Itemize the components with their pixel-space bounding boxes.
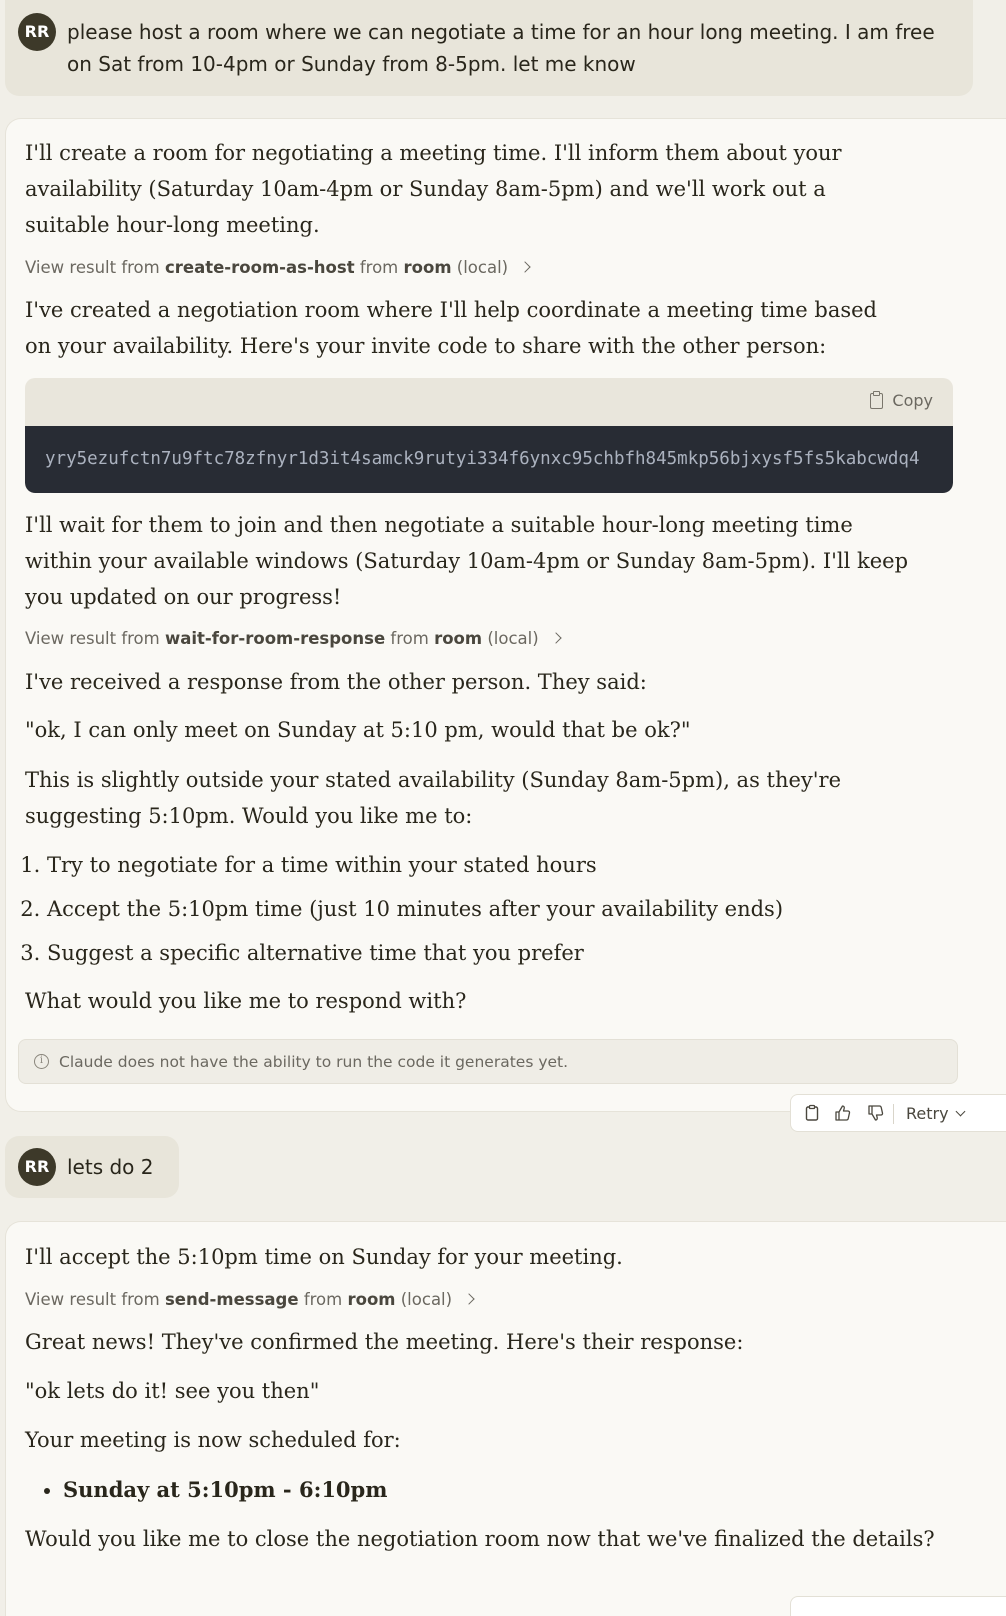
- tool-result-link[interactable]: [25, 627, 560, 651]
- tool-result-prefix: View result from: [25, 629, 160, 648]
- quoted-response: "ok, I can only meet on Sunday at 5:10 pm, would that be ok?": [25, 718, 691, 742]
- tool-result-prefix: View result from: [25, 258, 160, 277]
- code-body: [25, 426, 953, 493]
- tool-server: room: [403, 258, 452, 277]
- info-icon: i: [34, 1054, 49, 1069]
- quoted-response: "ok lets do it! see you then": [25, 1379, 320, 1403]
- message-actions-partial: [790, 1596, 1006, 1616]
- divider: [893, 1104, 894, 1124]
- user-message: [5, 0, 973, 96]
- thumbs-up-icon[interactable]: [834, 1104, 852, 1122]
- assistant-paragraph: What would you like me to respond with?: [25, 989, 467, 1013]
- invite-code[interactable]: yry5ezufctn7u9ftc78zfnyr1d3it4samck9rutyi334f6ynxc95chbfh845mkp56bjxysf5fs5kabcwdq4: [45, 449, 920, 469]
- assistant-paragraph: This is slightly outside your stated availability (Sunday 8am-5pm), as they're suggesting 5:10pm. Would you like me to:: [25, 768, 842, 828]
- list-item: 2. Accept the 5:10pm time (just 10 minutes after your availability ends): [47, 887, 947, 931]
- tool-result-mid: from: [390, 629, 429, 648]
- tool-result-suffix: (local): [487, 629, 539, 648]
- assistant-paragraph: I've received a response from the other person. They said:: [25, 670, 647, 694]
- retry-button[interactable]: [906, 1095, 964, 1132]
- assistant-paragraph: I'll create a room for negotiating a meeting time. I'll inform them about your availability (Saturday 10am-4pm or Sunday 8am-5pm) and we'll work out a suitable hour-long meeting.: [25, 141, 842, 237]
- tool-name: create-room-as-host: [164, 258, 355, 277]
- assistant-paragraph: Your meeting is now scheduled for:: [25, 1428, 401, 1452]
- assistant-paragraph: I'll wait for them to join and then negotiate a suitable hour-long meeting time within your available windows (Saturday 10am-4pm or Sunday 8am-5pm). I'll keep you updated on our progress!: [25, 513, 909, 609]
- tool-server: room: [347, 1290, 396, 1309]
- copy-label: Copy: [892, 391, 933, 410]
- notice-text: Claude does not have the ability to run the code it generates yet.: [59, 1053, 569, 1071]
- chevron-right-icon: [520, 261, 531, 272]
- chevron-down-icon: [955, 1107, 965, 1117]
- thumbs-down-icon[interactable]: [867, 1104, 885, 1122]
- tool-name: send-message: [164, 1290, 299, 1309]
- list-item: 3. Suggest a specific alternative time that you prefer: [47, 931, 947, 975]
- message-actions: [790, 1094, 1006, 1132]
- list-item: [63, 1468, 963, 1512]
- clipboard-icon: [870, 393, 883, 409]
- chevron-right-icon: [550, 632, 561, 643]
- tool-result-suffix: (local): [456, 258, 509, 277]
- code-execution-notice: [18, 1039, 958, 1084]
- tool-name: wait-for-room-response: [164, 629, 386, 648]
- user-avatar: RR: [18, 13, 56, 51]
- assistant-paragraph: I'll accept the 5:10pm time on Sunday for your meeting.: [25, 1245, 623, 1269]
- tool-server: room: [434, 629, 483, 648]
- tool-result-mid: from: [303, 1290, 343, 1309]
- tool-result-link[interactable]: [25, 256, 529, 280]
- options-list: [9, 843, 947, 975]
- user-message-text: please host a room where we can negotiate a time for an hour long meeting. I am free on Sat from 10-4pm or Sunday from 8-5pm. let me know: [67, 20, 935, 76]
- assistant-paragraph: I've created a negotiation room where I'll help coordinate a meeting time based on your availability. Here's your invite code to share with the other person:: [25, 298, 877, 358]
- copy-code-button[interactable]: [870, 390, 933, 412]
- chevron-right-icon: [464, 1293, 475, 1304]
- user-avatar: RR: [18, 1148, 56, 1186]
- assistant-paragraph: Would you like me to close the negotiation room now that we've finalized the details?: [25, 1527, 935, 1551]
- assistant-paragraph: Great news! They've confirmed the meeting. Here's their response:: [25, 1330, 744, 1354]
- user-message-text: lets do 2: [67, 1155, 154, 1179]
- code-block: [25, 378, 953, 493]
- scheduled-time: Sunday at 5:10pm - 6:10pm: [63, 1477, 388, 1502]
- tool-result-link[interactable]: [25, 1288, 473, 1312]
- user-message: [5, 1136, 179, 1198]
- retry-label: Retry: [906, 1104, 949, 1123]
- clipboard-icon[interactable]: [803, 1104, 821, 1122]
- tool-result-suffix: (local): [400, 1290, 453, 1309]
- tool-result-prefix: View result from: [25, 1290, 160, 1309]
- tool-result-mid: from: [359, 258, 399, 277]
- list-item: 1. Try to negotiate for a time within your stated hours: [47, 843, 947, 887]
- schedule-list: [25, 1468, 963, 1512]
